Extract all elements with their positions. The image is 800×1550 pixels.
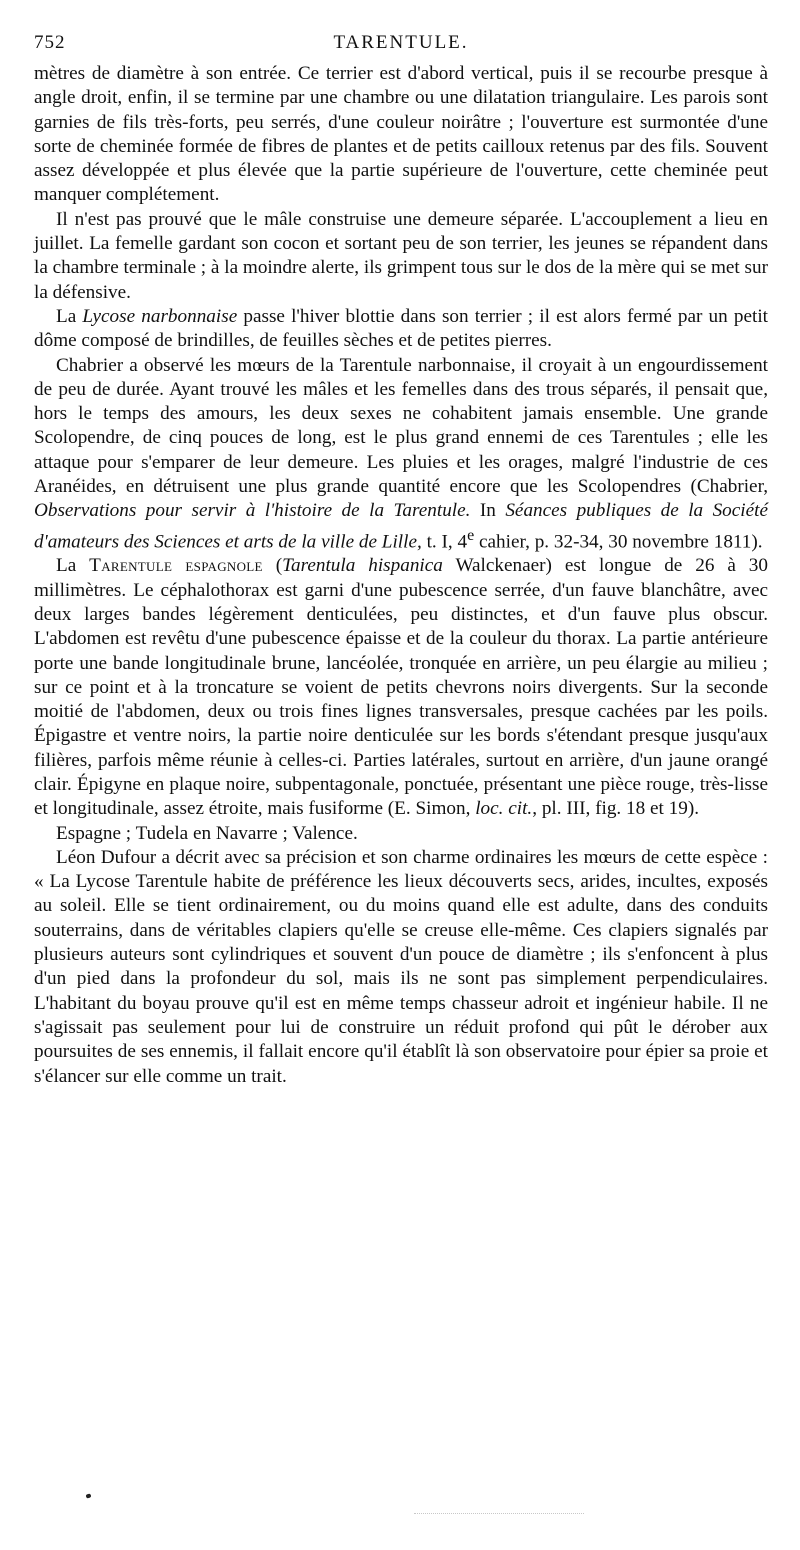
text-run: passe l'hiver blottie dans son terrier ; il est alors fermé par un petit dôme composé de brindilles, de feuilles sèches et de petites pierres. (34, 305, 768, 352)
text-run: La (56, 555, 90, 577)
text-run: La (56, 305, 83, 327)
citation-source: Séances publiques de la Société d'amateurs des Sciences et arts de la ville de Lille, (34, 500, 768, 553)
text-run: , pl. III, fig. 18 et 19). (532, 798, 700, 820)
running-title: TARENTULE. (333, 32, 469, 53)
paragraph-3 (34, 305, 768, 354)
ink-speck (85, 1493, 91, 1498)
paragraph-7: Léon Dufour a décrit avec sa précision et son charme ordinaires les mœurs de cette espèce : « La Lycose Tarentule habite de préférence les lieux découverts secs, arides, incultes, exposés au soleil. Elle se tient ordinairement, ou du moins quand elle est adulte, dans des conduits souterrains, dans de véritables clapiers qu'elle se creuse elle-même. Ces clapiers signalés par plusieurs auteurs sont cylindriques et souvent d'un pouce de diamètre ; ils s'enfoncent à plus d'un pied dans la profondeur du sol, mais ils ne sont pas simplement perpendiculaires. L'habitant du boyau prouve qu'il est en même temps chasseur adroit et ingénieur habile. Il ne s'agissait pas seulement pour lui de construire un réduit profond qui pût le dérober aux poursuites de ses ennemis, il fallait encore qu'il établît là son observatoire pour épier sa proie et s'élancer sur elle comme un trait. (34, 846, 768, 1087)
text-run: Walckenaer) est longue de 26 à 30 millimètres. Le céphalothorax est garni d'une pubescence serrée, d'un fauve blanchâtre, avec deux larges bandes légèrement denticulées, peu distinctes, et d'un fauve plus obscur. L'abdomen est revêtu d'une pubescence épaisse et de la couleur du thorax. La partie antérieure porte une bande longitudinale brune, lancéolée, tronquée en arrière, un peu élargie au milieu ; sur ce point et à la troncature se voient de petits chevrons noirs divergents. Sur la seconde moitié de l'abdomen, deux ou trois fines lignes transversales, presque cachées par les poils. Épigastre et ventre noirs, la partie noire denticulée sur les bords s'étendant presque jusqu'aux filières, parfois même réunie à celles-ci. Parties latérales, surtout en arrière, d'un jaune orangé clair. Épigyne en plaque noire, subpentagonale, ponctuée, présentant une pièce rouge, très-lisse et longitudinale, assez étroite, mais fusiforme (E. Simon, (34, 555, 768, 820)
paragraph-4 (34, 354, 768, 555)
species-name: Lycose narbonnaise (82, 305, 238, 327)
paragraph-1: mètres de diamètre à son entrée. Ce terrier est d'abord vertical, puis il se recourbe presque à angle droit, enfin, il se termine par une chambre ou une dilatation triangulaire. Les parois sont garnies de fils très-forts, peu serrés, d'une couleur noirâtre ; l'ouverture est surmontée d'une sorte de cheminée formée de fibres de plantes et de petits cailloux retenus par des fils. Souvent assez développée et plus élevée que la partie supérieure de l'ouverture, cette cheminée peut manquer complétement. (34, 63, 768, 206)
paragraph-5 (34, 554, 768, 821)
text-run: t. I, 4 (421, 531, 468, 553)
body-text (34, 62, 768, 1089)
text-run: cahier, p. 32-34, 30 novembre 1811). (474, 531, 763, 553)
superscript: e (467, 526, 475, 544)
paragraph-6: Espagne ; Tudela en Navarre ; Valence. (56, 822, 358, 844)
text-run: ( (262, 555, 283, 577)
citation-title: Observations pour servir à l'histoire de la Tarentule. (34, 500, 471, 522)
text-run: Chabrier a observé les mœurs de la Tarentule narbonnaise, il croyait à un engourdissement de peu de durée. Ayant trouvé les mâles et les femelles dans des trous séparés, il pensait que, hors le temps des amours, les deux sexes ne cohabitent jamais ensemble. Une grande Scolopendre, de cinq pouces de long, est le plus grand ennemi de ces Tarentules ; elle les attaque pour s'emparer de leur demeure. Les pluies et les orages, malgré l'industrie de ces Aranéides, en détruisent une plus grande quantité encore que les Scolopendres (Chabrier, (34, 354, 768, 498)
faint-bottom-mark (414, 1513, 584, 1514)
running-head (34, 32, 768, 60)
species-heading: Tarentule espagnole (89, 555, 263, 577)
latin-species-name: Tarentula hispanica (282, 555, 443, 577)
citation-abbrev: loc. cit. (475, 798, 533, 820)
text-run: In (470, 500, 506, 522)
page-number: 752 (34, 32, 66, 53)
paragraph-2: Il n'est pas prouvé que le mâle construise une demeure séparée. L'accouplement a lieu en juillet. La femelle gardant son cocon et sortant peu de son terrier, les jeunes se répandent dans la chambre terminale ; à la moindre alerte, ils grimpent tous sur le dos de la mère qui se met sur la défensive. (34, 208, 768, 303)
